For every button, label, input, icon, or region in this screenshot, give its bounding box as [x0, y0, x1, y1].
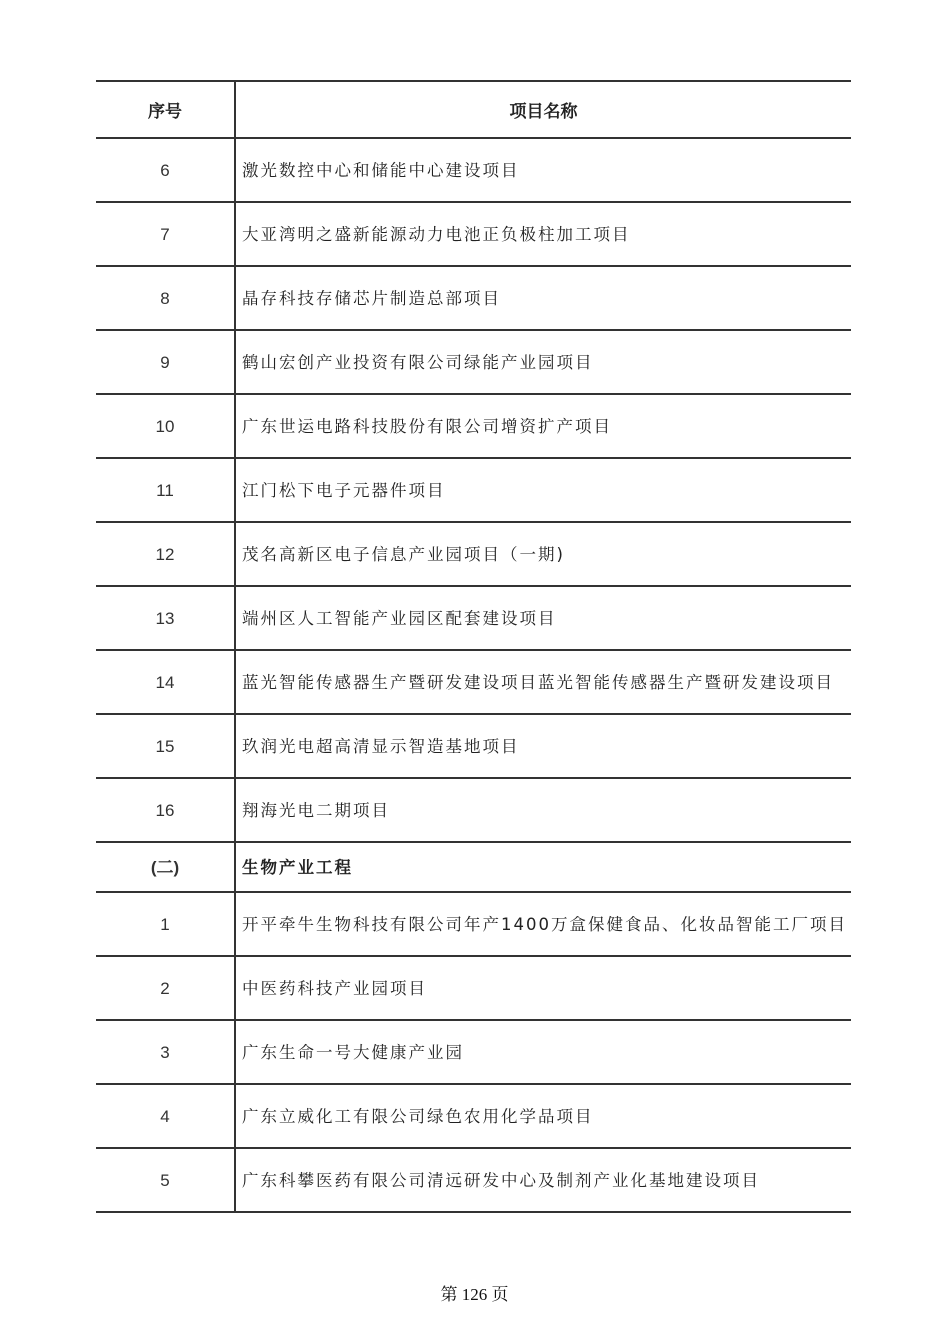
row-number: 3 — [96, 1020, 235, 1084]
row-project-name: 鹤山宏创产业投资有限公司绿能产业园项目 — [235, 330, 851, 394]
row-number: 9 — [96, 330, 235, 394]
row-number: 14 — [96, 650, 235, 714]
page-number: 第 126 页 — [440, 1285, 509, 1304]
row-project-name: 玖润光电超高清显示智造基地项目 — [235, 714, 851, 778]
table-row — [96, 330, 851, 394]
table-row — [96, 266, 851, 330]
section-header-row — [96, 842, 851, 892]
header-project-name: 项目名称 — [235, 81, 851, 138]
table-row — [96, 394, 851, 458]
table-row — [96, 714, 851, 778]
row-project-name: 江门松下电子元器件项目 — [235, 458, 851, 522]
row-project-name: 广东科攀医药有限公司清远研发中心及制剂产业化基地建设项目 — [235, 1148, 851, 1212]
row-number: 5 — [96, 1148, 235, 1212]
row-number: 2 — [96, 956, 235, 1020]
row-project-name: 蓝光智能传感器生产暨研发建设项目蓝光智能传感器生产暨研发建设项目 — [235, 650, 851, 714]
row-number: 13 — [96, 586, 235, 650]
row-project-name: 中医药科技产业园项目 — [235, 956, 851, 1020]
row-number: 7 — [96, 202, 235, 266]
table-row — [96, 458, 851, 522]
project-table — [96, 80, 851, 1213]
row-project-name: 大亚湾明之盛新能源动力电池正负极柱加工项目 — [235, 202, 851, 266]
table-row — [96, 1084, 851, 1148]
table-header-row — [96, 81, 851, 138]
table-row — [96, 892, 851, 956]
table-row — [96, 138, 851, 202]
row-project-name: 开平牵牛生物科技有限公司年产1400万盒保健食品、化妆品智能工厂项目 — [235, 892, 851, 956]
row-number: 15 — [96, 714, 235, 778]
row-project-name: 茂名高新区电子信息产业园项目（一期) — [235, 522, 851, 586]
row-number: 6 — [96, 138, 235, 202]
table-row — [96, 522, 851, 586]
row-number: 10 — [96, 394, 235, 458]
row-number: 12 — [96, 522, 235, 586]
row-project-name: 翔海光电二期项目 — [235, 778, 851, 842]
table-row — [96, 778, 851, 842]
row-number: 16 — [96, 778, 235, 842]
table-row — [96, 956, 851, 1020]
row-project-name: 激光数控中心和储能中心建设项目 — [235, 138, 851, 202]
row-number: 8 — [96, 266, 235, 330]
row-project-name: 端州区人工智能产业园区配套建设项目 — [235, 586, 851, 650]
section-title: 生物产业工程 — [235, 842, 851, 892]
table-row — [96, 1020, 851, 1084]
table-row — [96, 650, 851, 714]
section-number: (二) — [96, 842, 235, 892]
table-row — [96, 586, 851, 650]
row-project-name: 广东世运电路科技股份有限公司增资扩产项目 — [235, 394, 851, 458]
row-number: 1 — [96, 892, 235, 956]
row-number: 11 — [96, 458, 235, 522]
row-project-name: 广东生命一号大健康产业园 — [235, 1020, 851, 1084]
row-project-name: 晶存科技存储芯片制造总部项目 — [235, 266, 851, 330]
table-row — [96, 202, 851, 266]
table-row — [96, 1148, 851, 1212]
row-number: 4 — [96, 1084, 235, 1148]
row-project-name: 广东立威化工有限公司绿色农用化学品项目 — [235, 1084, 851, 1148]
header-serial-number: 序号 — [96, 81, 235, 138]
